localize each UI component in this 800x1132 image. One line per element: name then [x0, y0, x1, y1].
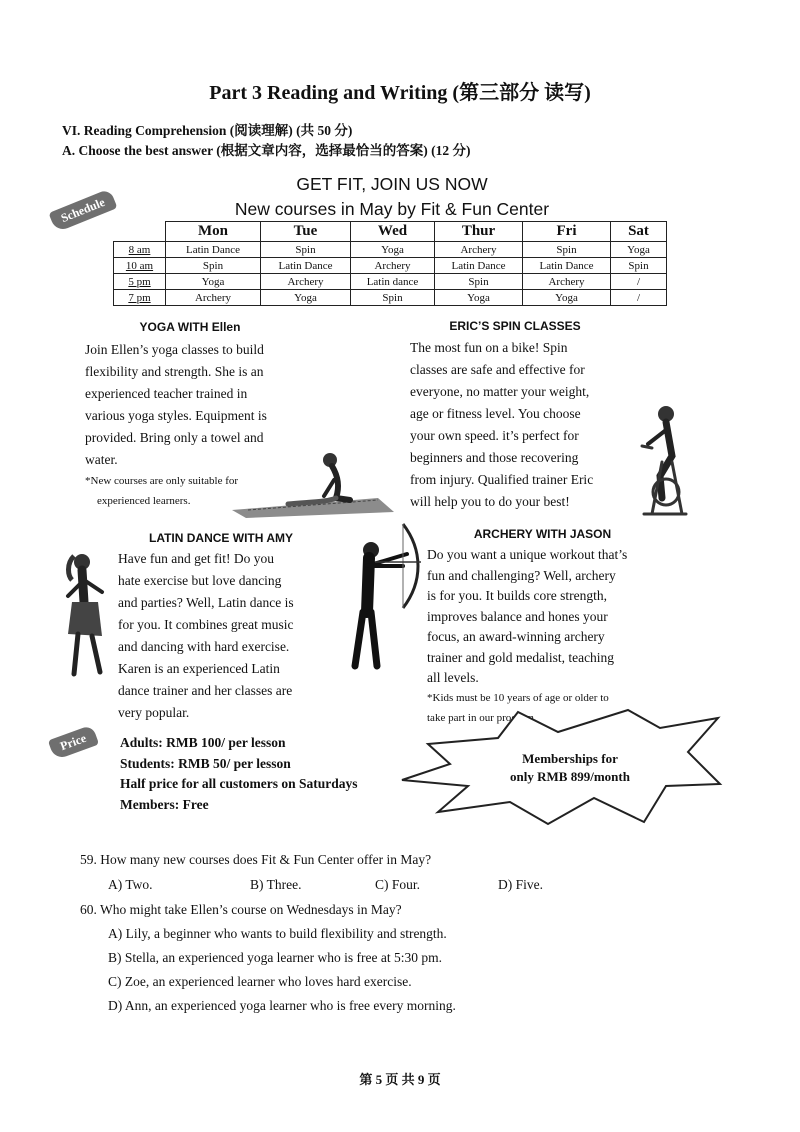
day-header: Mon	[166, 222, 261, 242]
archery-course-title: ARCHERY WITH JASON	[473, 527, 612, 541]
text-line: and parties? Well, Latin dance is	[118, 595, 294, 610]
question-60-option: B) Stella, an experienced yoga learner who is free at 5:30 pm.	[108, 950, 442, 965]
schedule-cell: Spin	[351, 290, 435, 306]
schedule-cell: Archery	[351, 258, 435, 274]
text-line: fun and challenging? Well, archery	[427, 567, 616, 583]
price-list	[120, 733, 420, 815]
schedule-cell: Spin	[523, 242, 611, 258]
time-cell: 7 pm	[114, 290, 166, 306]
schedule-cell: Yoga	[261, 290, 351, 306]
text-line: very popular.	[118, 705, 190, 720]
schedule-row	[114, 258, 667, 274]
question-59-option: D) Five.	[498, 877, 543, 892]
note-line: *New courses are only suitable for	[85, 475, 239, 487]
page-footer: 第 5 页 共 9 页	[359, 1072, 441, 1087]
text-line: Do you want a unique workout that’s	[427, 547, 628, 562]
time-cell: 5 pm	[114, 274, 166, 290]
schedule-corner	[114, 222, 166, 242]
schedule-cell: Spin	[611, 258, 667, 274]
text-line: The most fun on a bike! Spin	[410, 340, 568, 355]
schedule-cell: Archery	[166, 290, 261, 306]
spin-description	[410, 337, 622, 513]
text-line: all levels.	[427, 670, 479, 685]
schedule-cell: Spin	[166, 258, 261, 274]
note-line: experienced learners.	[97, 495, 191, 507]
ad-subheadline: New courses in May by Fit & Fun Center	[234, 199, 550, 219]
ad-headline: GET FIT, JOIN US NOW	[296, 174, 488, 194]
text-line: for you. It combines great music	[118, 617, 294, 632]
text-line: your own speed. it’s perfect for	[410, 428, 579, 443]
schedule-cell: /	[611, 290, 667, 306]
yoga-course-title: YOGA WITH Ellen	[139, 320, 241, 334]
text-line: water.	[85, 452, 118, 467]
spin-course-title: ERIC’S SPIN CLASSES	[449, 319, 581, 333]
schedule-cell: Yoga	[611, 242, 667, 258]
section-heading: VI. Reading Comprehension (阅读理解) (共 50 分)	[62, 123, 353, 138]
latin-course-title: LATIN DANCE WITH AMY	[149, 531, 293, 545]
price-line: Students: RMB 50/ per lesson	[120, 755, 291, 771]
note-line: *Kids must be 10 years of age or older to	[427, 692, 609, 704]
schedule-cell: Latin Dance	[523, 258, 611, 274]
text-line: provided. Bring only a towel and	[85, 430, 264, 445]
schedule-cell: Yoga	[523, 290, 611, 306]
text-line: will help you to do your best!	[410, 494, 570, 509]
day-header: Thur	[435, 222, 523, 242]
schedule-header-row	[114, 222, 667, 242]
schedule-cell: Yoga	[435, 290, 523, 306]
text-line: and dancing with hard exercise.	[118, 639, 290, 654]
question-59-option: B) Three.	[250, 877, 302, 892]
text-line: is for you. It builds core strength,	[427, 588, 607, 603]
question-60-option: A) Lily, a beginner who wants to build flexibility and strength.	[108, 926, 447, 941]
schedule-cell: Archery	[435, 242, 523, 258]
schedule-cell: Yoga	[351, 242, 435, 258]
schedule-cell: Latin Dance	[261, 258, 351, 274]
membership-line: Memberships for	[522, 751, 618, 766]
spin-bike-illustration	[632, 402, 692, 518]
text-line: Have fun and get fit! Do you	[118, 551, 274, 566]
text-line: age or fitness level. You choose	[410, 406, 581, 421]
day-header: Sat	[611, 222, 667, 242]
question-59-option: C) Four.	[375, 877, 421, 892]
day-header: Fri	[523, 222, 611, 242]
price-stamp: Price	[48, 725, 99, 761]
schedule-row	[114, 274, 667, 290]
schedule-row	[114, 242, 667, 258]
schedule-cell: Spin	[261, 242, 351, 258]
time-cell: 8 am	[114, 242, 166, 258]
schedule-cell: Yoga	[166, 274, 261, 290]
price-line: Adults: RMB 100/ per lesson	[120, 735, 286, 750]
schedule-cell: Archery	[261, 274, 351, 290]
text-line: various yoga styles. Equipment is	[85, 408, 267, 423]
latin-description	[118, 548, 323, 724]
text-line: classes are safe and effective for	[410, 362, 585, 377]
schedule-cell: Latin Dance	[435, 258, 523, 274]
yoga-pose-illustration	[228, 446, 398, 518]
question-60-option: D) Ann, an experienced yoga learner who is free every morning.	[108, 998, 456, 1013]
text-line: Karen is an experienced Latin	[118, 661, 280, 676]
question-59-option: A) Two.	[108, 877, 153, 892]
page-title: Part 3 Reading and Writing (第三部分 读写)	[209, 82, 591, 104]
schedule-cell: Archery	[523, 274, 611, 290]
text-line: everyone, no matter your weight,	[410, 384, 590, 399]
schedule-cell: Spin	[435, 274, 523, 290]
text-line: beginners and those recovering	[410, 450, 579, 465]
schedule-cell: Latin dance	[351, 274, 435, 290]
text-line: from injury. Qualified trainer Eric	[410, 472, 594, 487]
question-60-stem: 60. Who might take Ellen’s course on Wednesdays in May?	[80, 902, 402, 917]
schedule-row	[114, 290, 667, 306]
day-header: Tue	[261, 222, 351, 242]
price-line: Half price for all customers on Saturdays	[120, 776, 358, 791]
note-line: take part in our program.	[427, 712, 537, 724]
text-line: improves balance and hones your	[427, 608, 608, 624]
text-line: dance trainer and her classes are	[118, 683, 293, 698]
archery-description	[427, 545, 651, 689]
subsection-instruction: A. Choose the best answer (根据文章内容，选择最恰当的答案) (12 分)	[62, 143, 471, 158]
text-line: experienced teacher trained in	[85, 386, 248, 401]
text-line: focus, an award-winning archery	[427, 629, 605, 644]
latin-dancer-illustration	[58, 550, 114, 680]
text-line: trainer and gold medalist, teaching	[427, 649, 615, 665]
schedule-cell: Latin Dance	[166, 242, 261, 258]
price-line: Members: Free	[120, 796, 209, 812]
text-line: flexibility and strength. She is an	[85, 364, 264, 379]
day-header: Wed	[351, 222, 435, 242]
schedule-table	[113, 221, 667, 306]
schedule-stamp: Schedule	[48, 188, 117, 232]
membership-line: only RMB 899/month	[510, 769, 630, 784]
time-cell: 10 am	[114, 258, 166, 274]
schedule-cell: /	[611, 274, 667, 290]
text-line: hate exercise but love dancing	[118, 573, 282, 588]
question-59-stem: 59. How many new courses does Fit & Fun Center offer in May?	[80, 852, 432, 867]
membership-offer	[495, 750, 645, 786]
question-60-option: C) Zoe, an experienced learner who loves hard exercise.	[108, 974, 412, 989]
text-line: Join Ellen’s yoga classes to build	[85, 342, 264, 357]
archer-illustration	[345, 520, 425, 672]
